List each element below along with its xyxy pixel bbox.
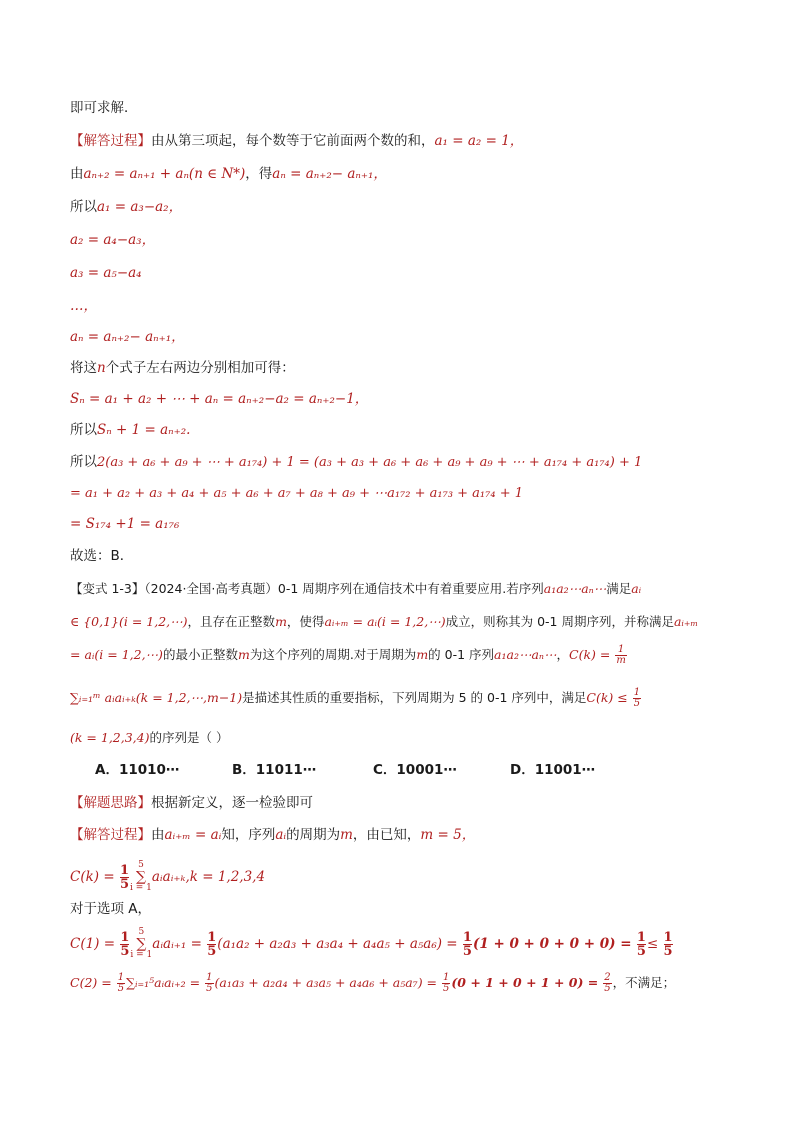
math: aᵢaᵢ₊ₖ,k = 1,2,3,4 (151, 869, 266, 885)
numerator: 1 (663, 929, 673, 945)
math: a₃ = a₅−a₄ (70, 265, 142, 281)
section-tag: 【解答过程】 (70, 827, 151, 843)
numerator: 1 (207, 929, 217, 945)
math: = a₁ + a₂ + a₃ + a₄ + a₅ + a₆ + a₇ + a₈ + a₉ + ⋯a₁₇₂ + a₁₇₃ + a₁₇₄ + 1 (70, 486, 523, 501)
denominator: 5 (633, 698, 641, 709)
text-line (70, 230, 734, 250)
text-line (70, 263, 734, 283)
text: ，使得 (286, 614, 325, 629)
math: aᵢaᵢ₊₁ = (152, 936, 202, 952)
math: aᵢ₊ₘ = aᵢ (164, 827, 222, 843)
summation: ∑ᵢ₌₁⁵ (126, 975, 155, 990)
text: 的 0-1 序列 (428, 647, 495, 662)
fraction (633, 688, 641, 709)
denominator: 5 (462, 943, 472, 959)
numerator: 1 (119, 862, 129, 878)
math: m (340, 827, 353, 843)
math: aᵢaᵢ₊₂ = (154, 975, 201, 990)
fraction (205, 973, 213, 994)
sum-upper: 5 (138, 860, 144, 870)
fraction (442, 973, 450, 994)
text-line (70, 793, 734, 813)
math: C(1) = (70, 936, 116, 952)
math: (1 + 0 + 0 + 0 + 0) = (472, 936, 632, 952)
math: C(k) = (70, 869, 115, 885)
text: ，不满足； (612, 975, 676, 990)
math: (0 + 1 + 0 + 1 + 0) = (451, 975, 599, 990)
text-line (70, 728, 734, 748)
math: C(2) = (70, 975, 112, 990)
options-row (95, 760, 734, 780)
math: 2(a₃ + a₆ + a₉ + ⋯ + a₁₇₄) + 1 = (a₃ + a₃ + a₆ + a₆ + a₉ + a₉ + ⋯ + a₁₇₄ + a₁₇₄) + 1 (97, 455, 643, 470)
text-line (70, 546, 734, 566)
text-line (70, 514, 734, 534)
text: ， (556, 647, 570, 662)
text: 是描述其性质的重要指标，下列周期为 5 的 0-1 序列中，满足 (242, 690, 587, 705)
math: C(k) ≤ (586, 690, 628, 705)
math: ≤ (646, 936, 659, 952)
math: a₁ = a₃−a₂， (97, 199, 183, 215)
option-c[interactable]: C．10001⋯ (373, 762, 457, 778)
text-line (70, 358, 734, 378)
numerator: 2 (604, 972, 611, 983)
sum-upper: 5 (138, 927, 145, 937)
option-b[interactable]: B．11011⋯ (232, 762, 317, 778)
text: 个式子左右两边分别相加可得： (105, 360, 295, 376)
text-line (70, 825, 734, 845)
sigma-icon: ∑ (135, 869, 146, 885)
text: 满足 (606, 581, 632, 596)
sigma-icon: ∑ (136, 936, 147, 952)
numerator: 1 (615, 645, 626, 656)
math: n (97, 360, 106, 376)
denominator: 5 (636, 943, 646, 959)
denominator: 5 (117, 983, 125, 994)
text-line (70, 483, 734, 504)
text-line (70, 327, 734, 347)
math: aₙ = aₙ₊₂− aₙ₊₁， (70, 329, 185, 345)
text: 由 (70, 166, 84, 182)
numerator: 1 (443, 972, 450, 983)
denominator: 5 (207, 943, 217, 959)
fraction (637, 931, 646, 958)
math: (a₁a₃ + a₂a₄ + a₃a₅ + a₄a₆ + a₅a₇) = (214, 975, 438, 990)
math: a₂ = a₄−a₃， (70, 232, 156, 248)
text-line (70, 131, 734, 151)
math: ∈ {0,1}(i = 1,2,⋯) (70, 614, 188, 629)
denominator: 5 (206, 983, 213, 994)
fraction (463, 931, 472, 958)
math: ∑ᵢ₌₁ᵐ aᵢaᵢ₊ₖ(k = 1,2,⋯,m−1) (70, 690, 243, 705)
text-line (70, 899, 734, 919)
sum-lower: i = 1 (130, 883, 152, 893)
text-line (70, 164, 734, 184)
fraction (120, 864, 129, 891)
math: m (416, 647, 429, 662)
summation (130, 928, 152, 960)
text-line (70, 98, 734, 118)
text: ，得 (245, 166, 273, 182)
text-line (70, 296, 734, 316)
math: m (237, 647, 250, 662)
text: ，由已知， (352, 827, 421, 843)
denominator: 5 (443, 983, 450, 994)
text: （2024·全国·高考真题）0-1 周期序列在通信技术中有着重要应用.若序列 (144, 581, 544, 596)
text: 将这 (70, 360, 97, 376)
text: 根据新定义，逐一检验即可 (151, 795, 313, 811)
denominator: 5 (663, 943, 673, 959)
formula-line (70, 925, 734, 963)
summation (130, 861, 152, 893)
math: aₙ = aₙ₊₂− aₙ₊₁， (272, 166, 387, 182)
text: 对于选项 A， (70, 901, 152, 917)
math: aₙ₊₂ = aₙ₊₁ + aₙ(n ∈ N*) (83, 166, 246, 182)
math: aᵢ (275, 827, 287, 843)
numerator: 1 (206, 972, 213, 983)
fraction (117, 973, 125, 994)
text: 所以 (70, 199, 97, 215)
denominator: 5 (119, 876, 129, 892)
math: (k = 1,2,3,4) (70, 730, 150, 745)
fraction (603, 973, 611, 994)
numerator: 1 (636, 929, 646, 945)
section-tag: 【解答过程】 (70, 133, 151, 149)
math: Sₙ + 1 = aₙ₊₂. (97, 422, 191, 438)
math: m = 5， (420, 827, 476, 843)
section-tag: 【变式 1-3】 (70, 581, 145, 596)
math: …， (70, 298, 97, 314)
option-a[interactable]: A．11010⋯ (95, 762, 180, 778)
text: 所以 (70, 422, 97, 438)
fraction (664, 931, 673, 958)
numerator: 1 (120, 929, 130, 945)
math: C(k) = (569, 647, 611, 662)
math: a₁ = a₂ = 1， (434, 133, 524, 149)
fraction (615, 645, 626, 666)
text: 的序列是（ ） (149, 730, 229, 745)
fraction (207, 931, 216, 958)
numerator: 1 (462, 929, 472, 945)
text-line (70, 645, 734, 666)
text: 的周期为 (286, 827, 341, 843)
denominator: 5 (604, 983, 611, 994)
text-line (70, 420, 734, 440)
math: aᵢ (631, 581, 642, 596)
text: ，且存在正整数 (187, 614, 276, 629)
sum-lower: i = 1 (130, 950, 153, 960)
numerator: 1 (117, 972, 125, 983)
text-line (70, 612, 734, 632)
denominator: m (616, 655, 626, 666)
numerator: 1 (633, 687, 641, 698)
math: (a₁a₂ + a₂a₃ + a₃a₄ + a₄a₅ + a₅a₆) = (217, 936, 458, 952)
text: 所以 (70, 454, 97, 470)
text: 即可求解． (70, 100, 138, 116)
denominator: 5 (120, 943, 130, 959)
text-line (70, 389, 734, 409)
section-tag: 【解题思路】 (70, 795, 151, 811)
formula-line (70, 860, 734, 894)
math: aᵢ₊ₘ (673, 614, 699, 629)
text: 为这个序列的周期.对于周期为 (249, 647, 417, 662)
text: 由从第三项起，每个数等于它前面两个数的和， (151, 133, 435, 149)
option-d[interactable]: D．11001⋯ (510, 762, 596, 778)
math: aᵢ₊ₘ = aᵢ(i = 1,2,⋯) (324, 614, 446, 629)
math: a₁a₂⋯aₙ⋯ (494, 647, 557, 662)
math: = S₁₇₄ +1 = a₁₇₆ (70, 516, 180, 532)
fraction (120, 931, 129, 958)
text: 的最小正整数 (162, 647, 238, 662)
text: 故选：B． (70, 548, 134, 564)
math: a₁a₂⋯aₙ⋯ (543, 581, 607, 596)
text: 知，序列 (221, 827, 276, 843)
text: 由 (151, 827, 165, 843)
math: = aᵢ(i = 1,2,⋯) (70, 647, 163, 662)
text-line (70, 579, 734, 599)
text-line (70, 688, 734, 709)
math: m (275, 614, 287, 629)
formula-line (70, 968, 734, 998)
math: Sₙ = a₁ + a₂ + ⋯ + aₙ = aₙ₊₂−a₂ = aₙ₊₂−1， (70, 391, 369, 407)
text-line (70, 452, 734, 473)
text: 成立，则称其为 0-1 周期序列，并称满足 (445, 614, 674, 629)
text-line (70, 197, 734, 217)
